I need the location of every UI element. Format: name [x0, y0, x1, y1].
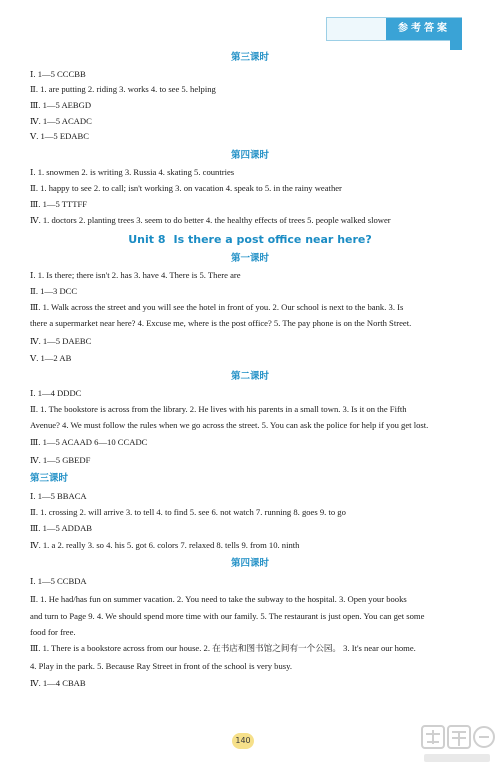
answer-line: Ⅰ. 1. Is there; there isn't 2. has 3. have 4. There is 5. There are [30, 270, 241, 280]
answer-line: Ⅳ. 1—5 ACADC [30, 116, 92, 126]
lesson-heading: 第四课时 [230, 150, 269, 161]
lesson-heading: 第一课时 [230, 253, 269, 264]
unit-title: Is there a post office near here? [173, 233, 372, 246]
answer-line: Ⅰ. 1—5 CCBDA [30, 576, 87, 586]
answer-line: Ⅳ. 1—5 GBEDF [30, 455, 91, 465]
lesson-heading: 第三课时 [30, 473, 69, 484]
answer-line: Ⅴ. 1—5 EDABC [30, 131, 89, 141]
answer-line: Ⅲ. 1—5 ADDAB [30, 523, 93, 533]
answer-line: Ⅳ. 1. doctors 2. planting trees 3. seem to do better 4. the healthy effects of trees 5. people walked slower [30, 215, 391, 225]
answer-line: Ⅱ. 1. crossing 2. will arrive 3. to tell 4. to find 5. see 6. not watch 7. running 8. goes 9. to go [30, 507, 346, 517]
answer-line: Ⅰ. 1—4 DDDC [30, 388, 82, 398]
answer-line: Ⅲ. 1—5 ACAAD 6—10 CCADC [30, 437, 148, 447]
answer-line: Avenue? 4. We must follow the rules when we go across the street. 5. You can ask the police for help if you get lost. [30, 420, 429, 430]
answer-line: Ⅳ. 1—4 CBAB [30, 678, 86, 688]
answer-line: Ⅰ. 1—5 BBACA [30, 491, 87, 501]
answer-line: Ⅱ. 1. He had/has fun on summer vacation. 2. You need to take the subway to the hospital. 3. Open your books [30, 594, 407, 604]
answer-line: Ⅱ. 1. happy to see 2. to call; isn't working 3. on vacation 4. speak to 5. in the rainy weather [30, 183, 342, 193]
answer-line: Ⅰ. 1. snowmen 2. is writing 3. Russia 4. skating 5. countries [30, 167, 235, 177]
answer-line: Ⅳ. 1. a 2. really 3. so 4. his 5. got 6. colors 7. relaxed 8. tells 9. from 10. ninth [30, 540, 300, 550]
lesson-heading: 第四课时 [230, 558, 269, 569]
watermark-logo [418, 722, 496, 766]
answer-line: Ⅴ. 1—2 AB [30, 353, 72, 363]
lesson-heading: 第三课时 [230, 52, 269, 63]
answer-line: Ⅱ. 1—3 DCC [30, 286, 78, 296]
answer-line: Ⅰ. 1—5 CCCBB [30, 69, 86, 79]
answer-line: Ⅲ. 1. There is a bookstore across from our house. 2. 在书店和图书馆之间有一个公园。 3. It's near our home. [30, 643, 416, 653]
answer-line: Ⅱ. 1. are putting 2. riding 3. works 4. to see 5. helping [30, 84, 216, 94]
unit-heading [0, 233, 500, 247]
lesson-heading: 第二课时 [230, 371, 269, 382]
answer-key-tag: 参考答案 [386, 18, 462, 40]
answer-line: food for free. [30, 627, 76, 637]
answer-line: Ⅳ. 1—5 DAEBC [30, 336, 92, 346]
unit-label: Unit 8 [128, 233, 166, 246]
answer-line: Ⅲ. 1. Walk across the street and you will see the hotel in front of you. 2. Our school is next to the bank. 3. Is [30, 302, 404, 312]
answer-line: 4. Play in the park. 5. Because Ray Street in front of the school is very busy. [30, 661, 292, 671]
answer-line: Ⅲ. 1—5 AEBGD [30, 100, 92, 110]
answer-line: and turn to Page 9. 4. We should spend more time with our family. 5. The restaurant is just open. You can get some [30, 611, 425, 621]
answer-line: Ⅲ. 1—5 TTTFF [30, 199, 88, 209]
answer-line: there a supermarket near here? 4. Excuse me, where is the post office? 5. The pay phone is on the North Street. [30, 318, 412, 328]
page-number: 140 [232, 733, 254, 749]
answer-line: Ⅱ. 1. The bookstore is across from the library. 2. He lives with his parents in a small town. 3. Is it on the Fifth [30, 404, 407, 414]
